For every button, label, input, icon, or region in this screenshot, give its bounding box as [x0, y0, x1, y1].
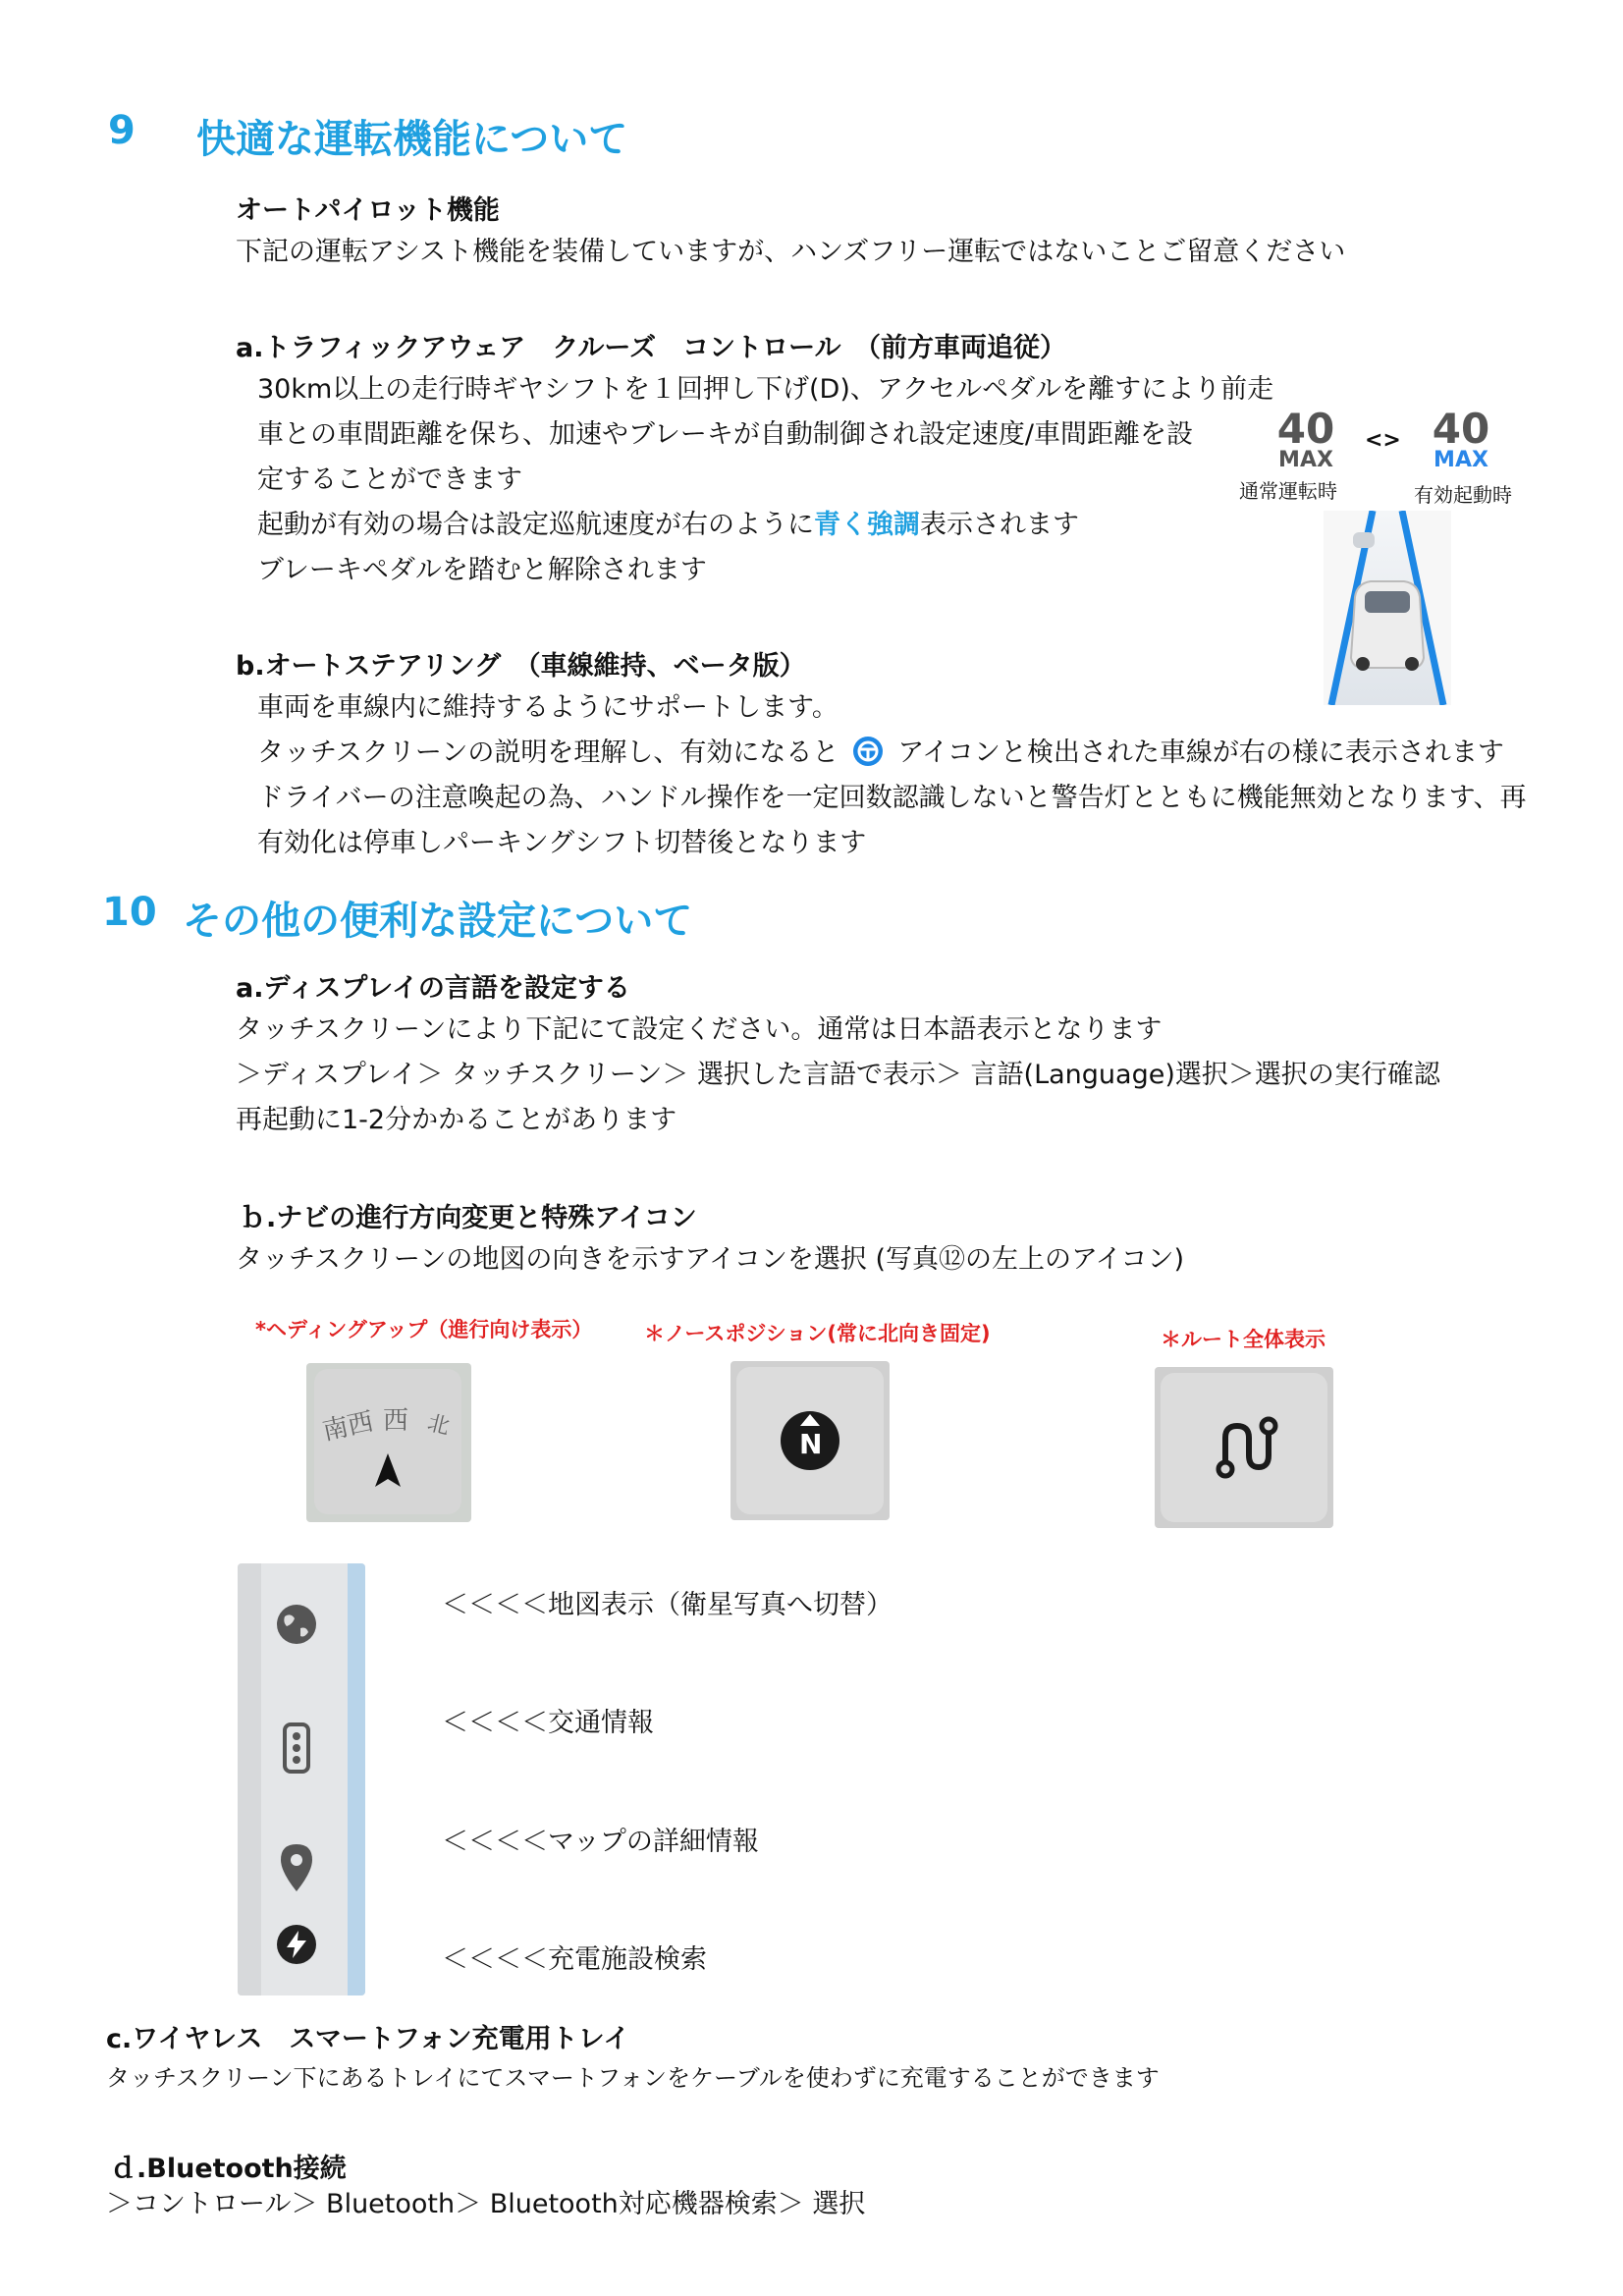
tacc-line-2: 車との車間距離を保ち、加速やブレーキが自動制御され設定速度/車間距離を設: [257, 419, 1194, 450]
route-overview-photo: [1155, 1367, 1333, 1528]
tacc-line-3: 定することができます: [257, 465, 522, 495]
bluetooth-heading: ｄ.Bluetooth接続: [110, 2154, 347, 2184]
autopilot-heading: オートパイロット機能: [236, 195, 500, 226]
speed-active-unit: MAX: [1434, 448, 1488, 472]
north-up-tile: [736, 1367, 884, 1514]
autosteer-heading: b.オートステアリング （車線維持、ベータ版）: [236, 651, 806, 682]
speed-normal-indicator: [1276, 405, 1335, 472]
speed-active-value: 40: [1432, 405, 1490, 453]
north-up-photo: [730, 1361, 890, 1520]
section-9-number: 9: [108, 108, 135, 153]
autosteer-line-4: 有効化は停車しパーキングシフト切替後となります: [257, 828, 867, 858]
charging-station-icon: [273, 1921, 320, 1968]
heading-tile-label-3: 北: [424, 1410, 453, 1441]
section-10-number: 10: [102, 890, 157, 935]
navigation-line-1: タッチスクリーンの地図の向きを示すアイコンを選択 (写真⑫の左上のアイコン): [236, 1244, 1185, 1275]
route-overview-tile: [1161, 1373, 1327, 1522]
sidebar-label-charging: ＜＜＜＜充電施設検索: [442, 1944, 707, 1975]
map-edge-strip-left: [238, 1563, 261, 1995]
autosteer-line-2: [257, 731, 1504, 776]
tacc-heading: a.トラフィックアウェア クルーズ コントロール （前方車両追従）: [236, 333, 1067, 363]
north-up-caption: ＊ノースポジション(常に北向き固定): [644, 1322, 991, 1345]
tacc-line-4-text-end: 表示されます: [920, 510, 1079, 540]
autosteer-line-2-text: タッチスクリーンの説明を理解し、有効になると: [257, 738, 839, 768]
bluetooth-line-1: ＞コントロール＞ Bluetooth＞ Bluetooth対応機器検索＞ 選択: [106, 2189, 866, 2219]
sidebar-label-map-details: ＜＜＜＜マップの詳細情報: [442, 1827, 759, 1857]
globe-icon: [273, 1601, 320, 1648]
autosteer-lane-illustration: [1324, 511, 1451, 705]
speed-normal-value: 40: [1276, 405, 1335, 453]
speed-normal-unit: MAX: [1278, 448, 1333, 472]
speed-active-indicator: [1426, 405, 1496, 472]
speed-separator: <>: [1365, 428, 1401, 453]
language-line-1: タッチスクリーンにより下記にて設定ください。通常は日本語表示となります: [236, 1014, 1163, 1045]
wireless-charging-line-1: タッチスクリーン下にあるトレイにてスマートフォンをケーブルを使わずに充電することができます: [106, 2064, 1160, 2092]
heading-tile-label-2: 西: [383, 1406, 409, 1436]
tacc-line-5: ブレーキペダルを踏むと解除されます: [257, 555, 707, 585]
language-line-2: ＞ディスプレイ＞ タッチスクリーン＞ 選択した言語で表示＞ 言語(Language)選択＞選択の実行確認: [236, 1060, 1440, 1090]
section-9-title: 快適な運転機能について: [196, 117, 628, 162]
heading-up-caption: *ヘディングアップ（進行向け表示）: [255, 1318, 593, 1341]
autosteer-line-1: 車両を車線内に維持するようにサポートします。: [257, 692, 839, 723]
route-overview-icon: [1212, 1414, 1278, 1479]
heading-tile-label-1: 南西: [319, 1406, 377, 1448]
speed-normal-caption: 通常運転時: [1239, 479, 1337, 503]
traffic-light-icon: [273, 1721, 320, 1776]
sidebar-label-map-view: ＜＜＜＜地図表示（衛星写真へ切替）: [442, 1590, 893, 1620]
tacc-highlight-text: 青く強調: [814, 510, 920, 540]
speed-active-caption: 有効起動時: [1414, 483, 1512, 507]
compass-pointer-icon: [794, 1413, 826, 1427]
heading-up-tile: [314, 1369, 461, 1514]
tacc-line-4-text: 起動が有効の場合は設定巡航速度が右のように: [257, 510, 814, 540]
language-heading: a.ディスプレイの言語を設定する: [236, 973, 630, 1004]
map-sidebar-photo: [238, 1563, 365, 1995]
section-10-title: その他の便利な設定について: [183, 899, 693, 944]
compass-north-letter: N: [799, 1428, 823, 1460]
steering-wheel-icon: [852, 736, 884, 767]
autopilot-note: 下記の運転アシスト機能を装備していますが、ハンズフリー運転ではないことご留意ください: [236, 237, 1346, 267]
tacc-line-4: [257, 503, 1079, 548]
wireless-charging-heading: c.ワイヤレス スマートフォン充電用トレイ: [106, 2024, 630, 2054]
tacc-line-1: 30km以上の走行時ギヤシフトを１回押し下げ(D)、アクセルペダルを離すにより前走: [257, 374, 1274, 405]
sidebar-label-traffic: ＜＜＜＜交通情報: [442, 1708, 654, 1738]
route-overview-caption: ＊ルート全体表示: [1161, 1328, 1325, 1351]
map-pin-icon: [273, 1840, 320, 1895]
map-edge-strip: [348, 1563, 365, 1995]
language-line-3: 再起動に1-2分かかることがあります: [236, 1105, 677, 1135]
navigation-heading: ｂ.ナビの進行方向変更と特殊アイコン: [240, 1203, 697, 1233]
autosteer-line-3: ドライバーの注意喚起の為、ハンドル操作を一定回数認識しないと警告灯とともに機能無効となります、再: [257, 783, 1527, 813]
heading-arrow-icon: [373, 1451, 403, 1489]
compass-north-icon: [781, 1411, 839, 1470]
autosteer-line-2-text-end: アイコンと検出された車線が右の様に表示されます: [897, 738, 1504, 768]
heading-up-photo: [306, 1363, 471, 1522]
